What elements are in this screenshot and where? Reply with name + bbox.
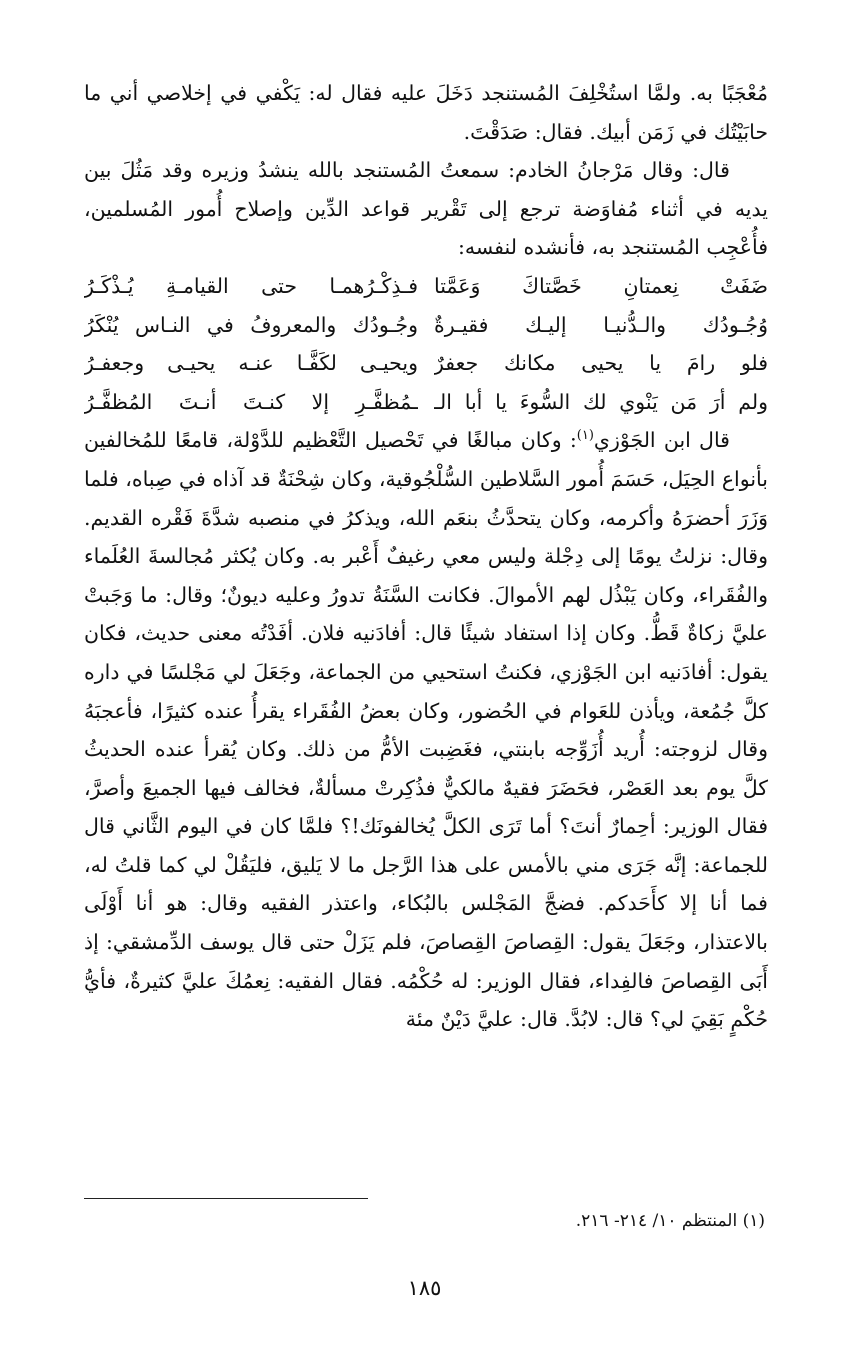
verse-first-hemistich: ضَفَتْ نِعمتانِ خَصَّتاكَ وَعَمَّتا: [434, 273, 768, 298]
text-line: وكان يُكثر مُجالسةَ العُلَماء والفُقَراء، وكان يَبْذُل لهم الأموالَ. فكانت السَّنَةُ: [84, 544, 768, 607]
text-line: قال ابن الجَوْزي: [593, 428, 730, 453]
text-line: العَصْر، فحَضَرَ فقيهٌ مالكيٌّ فذُكِرتْ مسألةٌ، فخالف فيها الجميعَ وأصرَّ، فقال: [84, 775, 768, 839]
text-line: : وكان مبالغًا في تَحْصيل التَّعْظيم للدَّوْلة، قامعًا: [175, 428, 577, 453]
poem: [84, 267, 768, 421]
paragraph-3: [84, 421, 768, 1039]
text-line: الفقيه: نِعمُكَ عليَّ كثيرةٌ، فأيُّ حُكْمٍ بَقِيَ لي؟ قال: لابُدَّ. قال: عليَّ دَيْنٌ مئة: [84, 968, 768, 1032]
text-line: قال: وقال مَرْجانُ الخادم: سمعتُ المُستنجد بالله ينشدُ وزيره وقد مَثُلَ: [120, 158, 730, 183]
footnote-reference: (١): [576, 428, 594, 444]
paragraph-1: [84, 74, 768, 151]
poem-verse: [84, 267, 768, 306]
footnote-divider: [84, 1198, 368, 1199]
verse-second-hemistich: وجُـودُك والمعروفُ في النـاس يُنْكَرُ: [84, 312, 418, 337]
text-line: الحُضور، وكان بعضُ الفُقَراء يقرأُ عنده كثيرًا، فأعجبَهُ وقال لزوجته: أُريد: [84, 698, 768, 762]
verse-first-hemistich: وُجُـودُك والـدُّنيـا إليـك فقيـرةٌ: [434, 312, 768, 337]
text-line: أُزَوِّجه بابنتي، فغَضِبت الأمُّ من ذلك. وكان يُقرأ عنده الحديثُ كلَّ يوم بعد: [84, 737, 768, 800]
verse-first-hemistich: فلو رامَ يا يحيى مكانك جعفرٌ: [434, 351, 768, 376]
text-line: للجماعة: إنَّه جَرَى مني بالأمس على هذا الرَّجل ما لا يَليق، فليَقُلْ لي كما: [158, 852, 768, 877]
text-line: أفادَنيه فلان. أفَدْتُه معنى حديث، فكان يقول: أفادَنيه ابن الجَوْزي، فكنتُ: [84, 621, 768, 684]
text-line: مُعْجَبًا به. ولمَّا استُخْلِفَ المُستنجد دَخَلَ عليه فقال له: يَكْفي في إخلاصي أني: [109, 81, 768, 105]
text-line: للمُخالفين بأنواع الحِيَل، حَسَمَ أُمور السَّلاطين السُّلْجُوقية، وكان شِحْنَةٌ قد آذاه: [84, 428, 768, 491]
text-line: ما حابَيْتُك في زَمَن أبيك. فقال: صَدَقْتَ.: [84, 81, 768, 144]
verse-second-hemistich: ـمُظفَّـرِ إلا كنـتَ أنـتَ المُظفَّـرُ: [84, 389, 418, 414]
text-line: الوزير: أحِمارٌ أنتَ؟ أما تَرَى الكلَّ يُخالفونَك!؟ فلمَّا كان في اليوم الثَّاني قال: [84, 814, 720, 839]
verse-second-hemistich: ويحيـى لكَفَّـا عنـه يحيـى وجعفـرُ: [84, 351, 418, 376]
text-line: استحيي من الجماعة، وجَعَلَ لي مَجْلسًا في داره كلَّ جُمُعة، ويأذن للعَوام في: [84, 659, 768, 723]
verse-second-hemistich: فـذِكْـرُهمـا حتى القيامـةِ يُـذْكَـرُ: [84, 273, 418, 298]
verse-first-hemistich: ولم أرَ مَن يَنْوي لك السُّوءَ يا أبا الـ: [434, 389, 768, 414]
poem-verse: [84, 344, 768, 383]
poem-verse: [84, 306, 768, 345]
paragraph-2: [84, 151, 768, 267]
text-line: شدَّةَ فَقْره القديم. وقال: نزلتُ يومًا إلى دِجْلة وليس معي رغيفٌ أَعْبر به.: [84, 505, 768, 569]
page-body: [84, 74, 768, 1039]
text-line: أنا أَوْلَى بالاعتذار، وجَعَلَ يقول: القِصاصَ القِصاصَ، فلم يَزَلْ حتى قال: [84, 891, 768, 955]
footnote: (١) المنتظم ١٠/ ٢١٤- ٢١٦.: [575, 1211, 765, 1231]
page-number: ١٨٥: [407, 1276, 442, 1300]
text-line: قلتُ له، فما أنا إلا كأَحَدكم. فضجَّ المَجْلس بالبُكاء، واعتذر الفقيه وقال: هو: [84, 852, 768, 916]
text-line: المُسلمين، فأُعْجِب المُستنجد به، فأنشده لنفسه:: [84, 196, 768, 260]
text-line: تدورُ وعليه ديونٌ؛ وقال: ما وَجَبتْ عليَّ زكاةٌ قَطُّ. وكان إذا استفاد شيئًا قال:: [84, 582, 768, 646]
text-line: بين يديه في أثناء مُفاوَضة ترجع إلى تَقْرير قواعد الدِّين وإصلاح أُمور: [84, 158, 768, 221]
text-line: يوسف الدِّمشقي: إذ أَبَى القِصاصَ فالفِداء، فقال الوزير: له حُكْمُه. فقال: [84, 930, 768, 993]
poem-verse: [84, 383, 768, 422]
text-line: في صِباه، فلما وَزَرَ أحضرَهُ وأكرمه، وكان يتحدَّثُ بنعَم الله، ويذكرُ في منصبه: [84, 466, 768, 530]
